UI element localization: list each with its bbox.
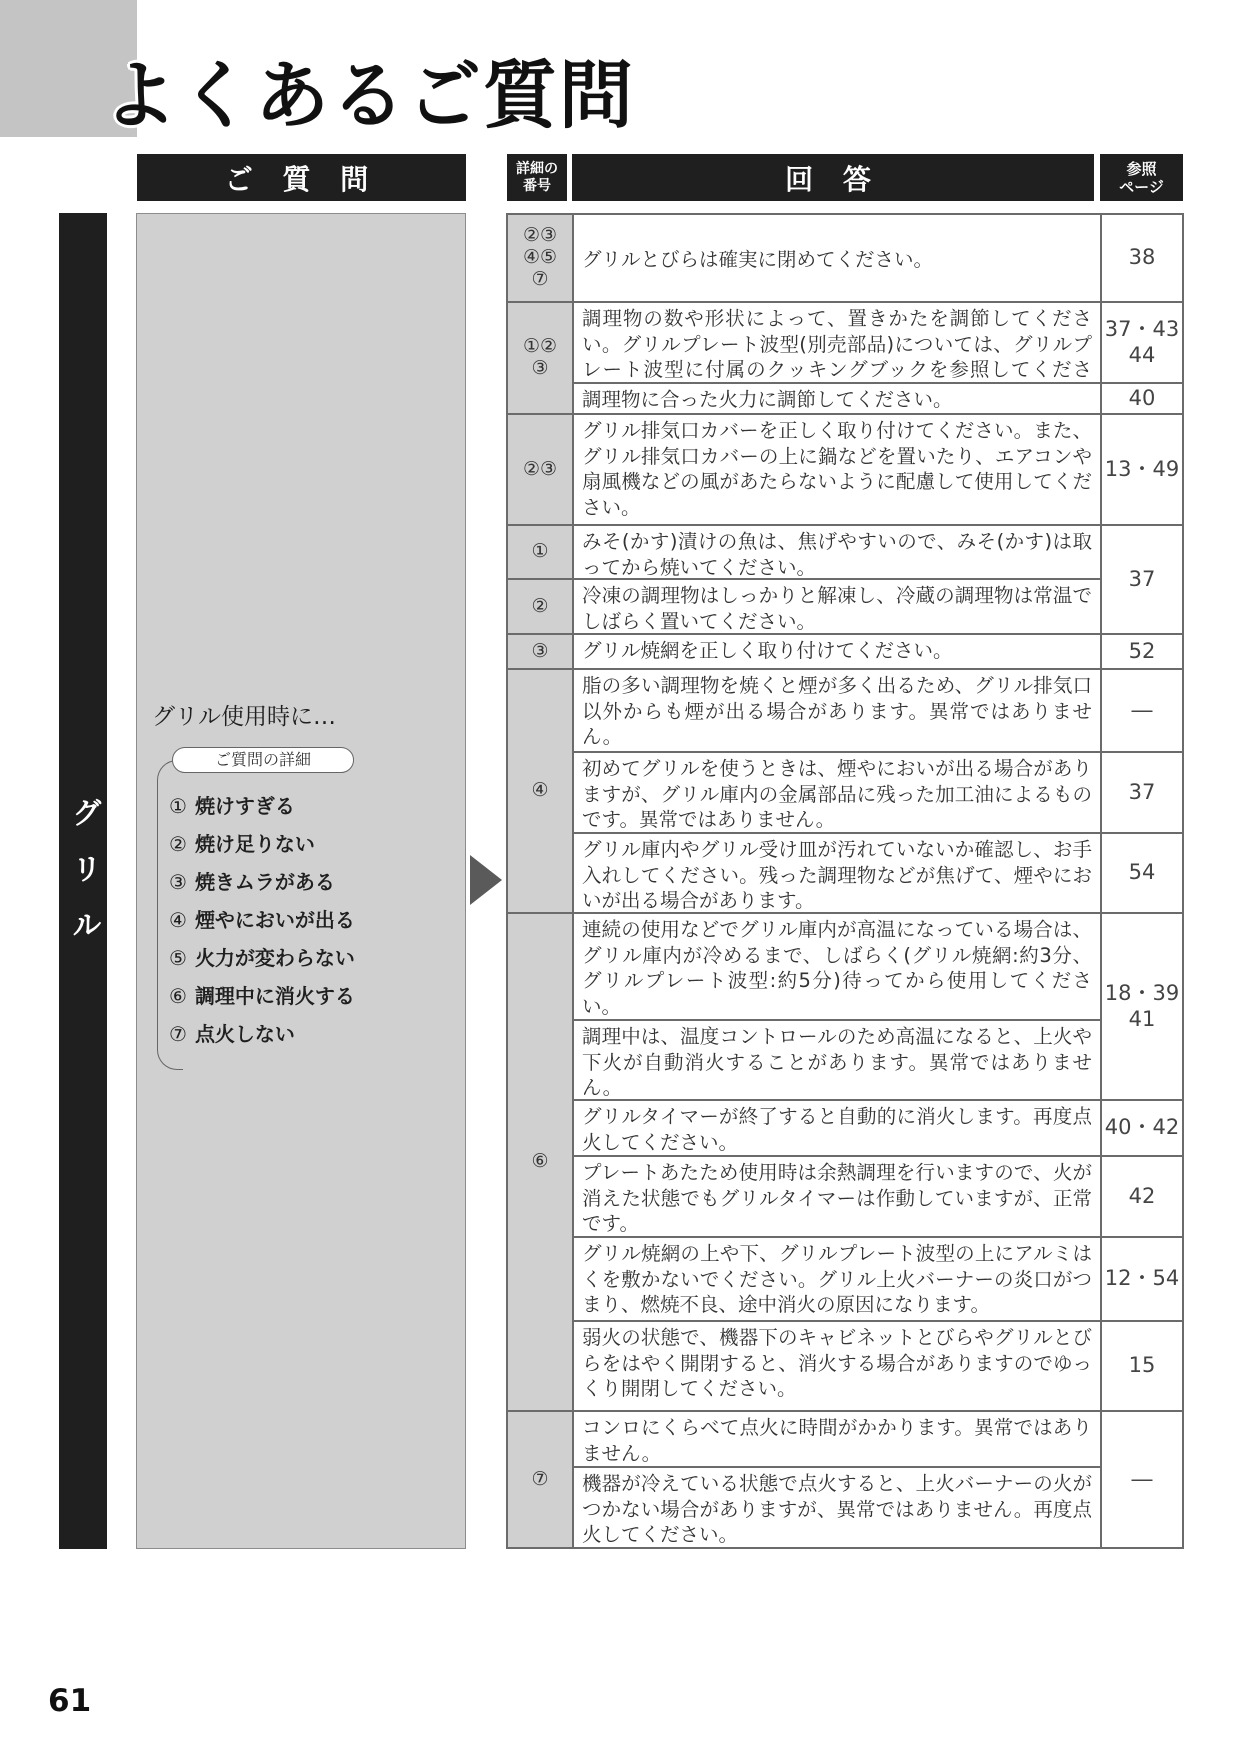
detail-number: ① — [169, 794, 187, 818]
question-main: グリル使用時に… — [152, 704, 336, 730]
reference-page-cell: 12・54 — [1101, 1237, 1183, 1321]
row-number-cell: ④ — [507, 669, 573, 913]
detail-item — [169, 1018, 295, 1047]
reference-page-cell: 38 — [1101, 214, 1183, 302]
answer-cell: 冷凍の調理物はしっかりと解凍し、冷蔵の調理物は常温でしばらく置いてください。 — [573, 579, 1101, 634]
detail-number: ⑤ — [169, 946, 187, 970]
answer-cell: 機器が冷えている状態で点火すると、上火バーナーの火がつかない場合がありますが、異常ではありません。再度点火してください。 — [573, 1467, 1101, 1548]
detail-text: 焼け足りない — [194, 832, 315, 856]
answer-cell: グリル焼網の上や下、グリルプレート波型の上にアルミはくを敷かないでください。グリル上火バーナーの炎口がつまり、燃焼不良、途中消火の原因になります。 — [573, 1237, 1101, 1321]
reference-page-cell: 18・39 41 — [1101, 913, 1183, 1100]
detail-item — [169, 980, 355, 1009]
reference-page-cell: 37 — [1101, 752, 1183, 833]
detail-text: 焼けすぎる — [194, 794, 295, 818]
answer-cell: 初めてグリルを使うときは、煙やにおいが出る場合がありますが、グリル庫内の金属部品に残った加工油によるものです。異常ではありません。 — [573, 752, 1101, 833]
answer-cell: 調理物に合った火力に調節してください。 — [573, 383, 1101, 414]
detail-number: ② — [169, 832, 187, 856]
answer-cell: 脂の多い調理物を焼くと煙が多く出るため、グリル排気口以外からも煙が出る場合があります。異常ではありません。 — [573, 669, 1101, 752]
detail-number: ⑥ — [169, 984, 187, 1008]
row-number-cell: ②③ ④⑤ ⑦ — [507, 214, 573, 302]
reference-page-cell: 40・42 — [1101, 1100, 1183, 1156]
detail-item — [169, 942, 355, 971]
header-detail-number: 詳細の 番号 — [507, 154, 567, 201]
row-number-cell: ③ — [507, 634, 573, 669]
detail-label: ご質問の詳細 — [172, 747, 354, 773]
answer-cell: グリルタイマーが終了すると自動的に消火します。再度点火してください。 — [573, 1100, 1101, 1156]
detail-text: 調理中に消火する — [194, 984, 355, 1008]
reference-page-cell: 52 — [1101, 634, 1183, 669]
answer-cell: グリル庫内やグリル受け皿が汚れていないか確認し、お手入れしてください。残った調理物などが焦げて、煙やにおいが出る場合があります。 — [573, 833, 1101, 913]
reference-page-cell: ― — [1101, 1411, 1183, 1548]
detail-number: ④ — [169, 908, 187, 932]
row-number-cell: ①② ③ — [507, 302, 573, 414]
detail-text: 焼きムラがある — [194, 870, 335, 894]
answer-cell: グリル排気口カバーを正しく取り付けてください。また、グリル排気口カバーの上に鍋などを置いたり、エアコンや扇風機などの風があたらないように配慮して使用してください。 — [573, 414, 1101, 525]
answer-cell: 調理中は、温度コントロールのため高温になると、上火や下火が自動消火することがあります。異常ではありません。 — [573, 1020, 1101, 1100]
category-bar — [59, 213, 107, 1549]
answer-cell: コンロにくらべて点火に時間がかかります。異常ではありません。 — [573, 1411, 1101, 1467]
detail-number: ③ — [169, 870, 187, 894]
detail-number: ⑦ — [169, 1022, 187, 1046]
detail-item — [169, 790, 295, 819]
header-question: ご 質 問 — [137, 154, 466, 201]
reference-page-cell: 37 — [1101, 525, 1183, 634]
answer-cell: みそ(かす)漬けの魚は、焦げやすいので、みそ(かす)は取ってから焼いてください。 — [573, 525, 1101, 579]
reference-page-cell: 15 — [1101, 1321, 1183, 1411]
category-label: グリル — [66, 797, 101, 965]
reference-page-cell: 13・49 — [1101, 414, 1183, 525]
detail-item — [169, 904, 355, 933]
row-number-cell: ⑦ — [507, 1411, 573, 1548]
header-reference-page: 参照 ページ — [1100, 154, 1183, 201]
reference-page-cell: 37・43 44 — [1101, 302, 1183, 383]
answer-cell: グリル焼網を正しく取り付けてください。 — [573, 634, 1101, 669]
answer-cell: プレートあたため使用時は余熱調理を行いますので、火が消えた状態でもグリルタイマーは作動していますが、正常です。 — [573, 1156, 1101, 1237]
answer-cell: 調理物の数や形状によって、置きかたを調節してください。グリルプレート波型(別売部品)については、グリルプレート波型に付属のクッキングブックを参照してくださ — [573, 302, 1101, 383]
header-answer: 回 答 — [572, 154, 1094, 201]
detail-text: 点火しない — [194, 1022, 295, 1046]
reference-page-cell: 42 — [1101, 1156, 1183, 1237]
answer-cell: 弱火の状態で、機器下のキャビネットとびらやグリルとびらをはやく開閉すると、消火する場合がありますのでゆっくり開閉してください。 — [573, 1321, 1101, 1411]
detail-text: 煙やにおいが出る — [194, 908, 355, 932]
answer-cell: 連続の使用などでグリル庫内が高温になっている場合は、グリル庫内が冷めるまで、しばらく(グリル焼網:約3分、グリルプレート波型:約5分)待ってから使用してください。 — [573, 913, 1101, 1020]
answer-cell: グリルとびらは確実に閉めてください。 — [573, 214, 1101, 302]
question-panel — [136, 213, 466, 1549]
row-number-cell: ② — [507, 579, 573, 634]
detail-item — [169, 866, 335, 895]
detail-text: 火力が変わらない — [194, 946, 355, 970]
detail-item — [169, 828, 315, 857]
reference-page-cell: 54 — [1101, 833, 1183, 913]
page-title: よくあるご質問 — [103, 53, 635, 139]
row-number-cell: ⑥ — [507, 913, 573, 1411]
page-number: 61 — [48, 1683, 92, 1719]
reference-page-cell: 40 — [1101, 383, 1183, 414]
row-number-cell: ②③ — [507, 414, 573, 525]
answer-table — [506, 213, 1184, 1549]
reference-page-cell: ― — [1101, 669, 1183, 752]
row-number-cell: ① — [507, 525, 573, 579]
arrow-right-icon — [470, 855, 502, 905]
